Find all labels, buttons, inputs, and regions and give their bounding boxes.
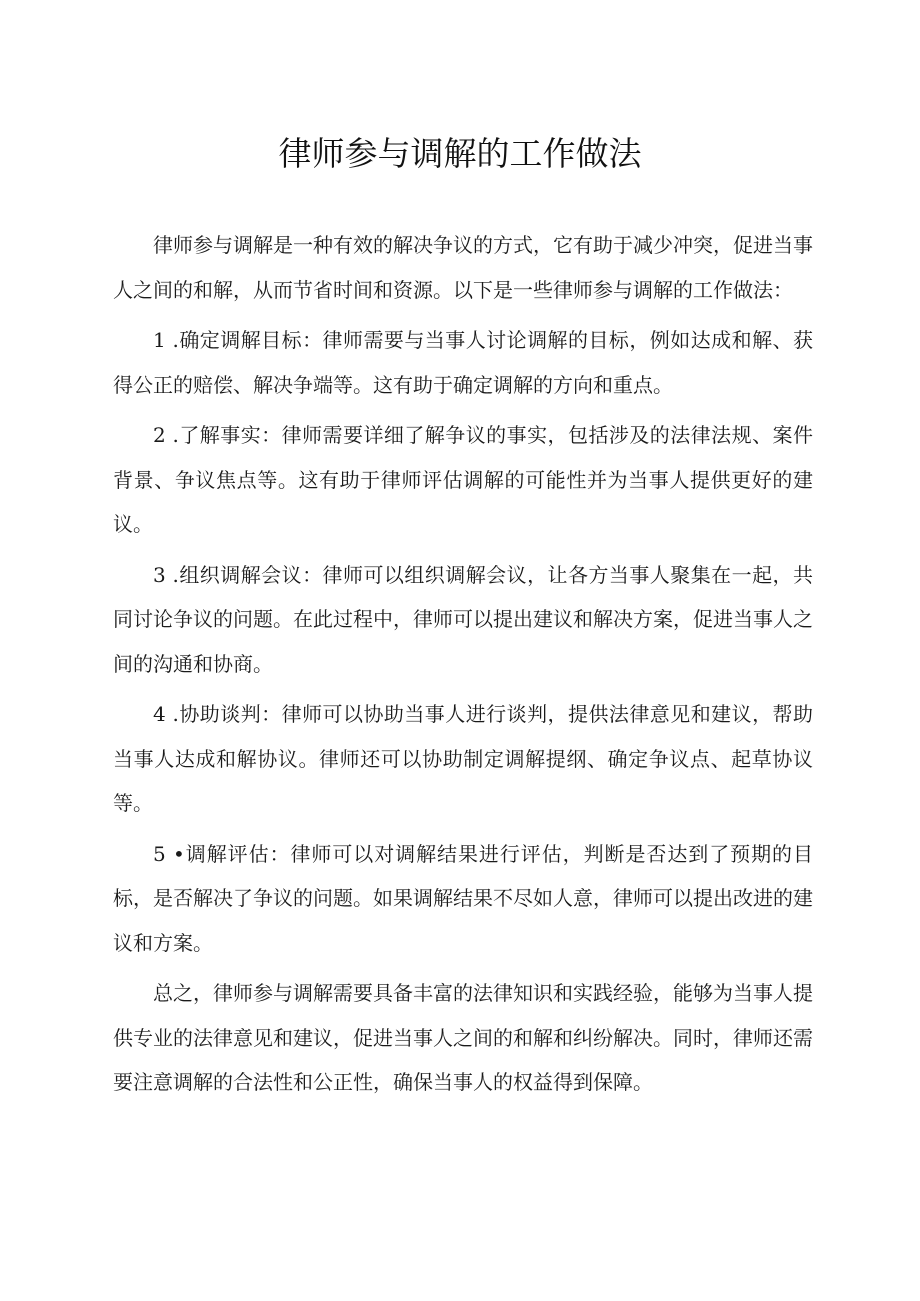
paragraph-item-3: 3 .组织调解会议：律师可以组织调解会议，让各方当事人聚集在一起，共同讨论争议的问题。在此过程中，律师可以提出建议和解决方案，促进当事人之间的沟通和协商。 [113,562,813,676]
document-title: 律师参与调解的工作做法 [278,134,642,173]
paragraph-item-5: 5 •调解评估：律师可以对调解结果进行评估，判断是否达到了预期的目标，是否解决了争议的问题。如果调解结果不尽如人意，律师可以提出改进的建议和方案。 [113,841,813,955]
paragraph-intro: 律师参与调解是一种有效的解决争议的方式，它有助于减少冲突，促进当事人之间的和解，从而节省时间和资源。以下是一些律师参与调解的工作做法： [113,233,813,302]
paragraph-conclusion: 总之，律师参与调解需要具备丰富的法律知识和实践经验，能够为当事人提供专业的法律意见和建议，促进当事人之间的和解和纠纷解决。同时，律师还需要注意调解的合法性和公正性，确保当事人的权益得到保障。 [113,981,813,1094]
paragraph-item-2: 2 .了解事实：律师需要详细了解争议的事实，包括涉及的法律法规、案件背景、争议焦点等。这有助于律师评估调解的可能性并为当事人提供更好的建议。 [113,423,813,536]
paragraph-item-1: 1 .确定调解目标：律师需要与当事人讨论调解的目标，例如达成和解、获得公正的赔偿、解决争端等。这有助于确定调解的方向和重点。 [113,328,813,397]
paragraph-item-4: 4 .协助谈判：律师可以协助当事人进行谈判，提供法律意见和建议，帮助当事人达成和解协议。律师还可以协助制定调解提纲、确定争议点、起草协议等。 [113,702,813,815]
document-body [113,223,813,1111]
